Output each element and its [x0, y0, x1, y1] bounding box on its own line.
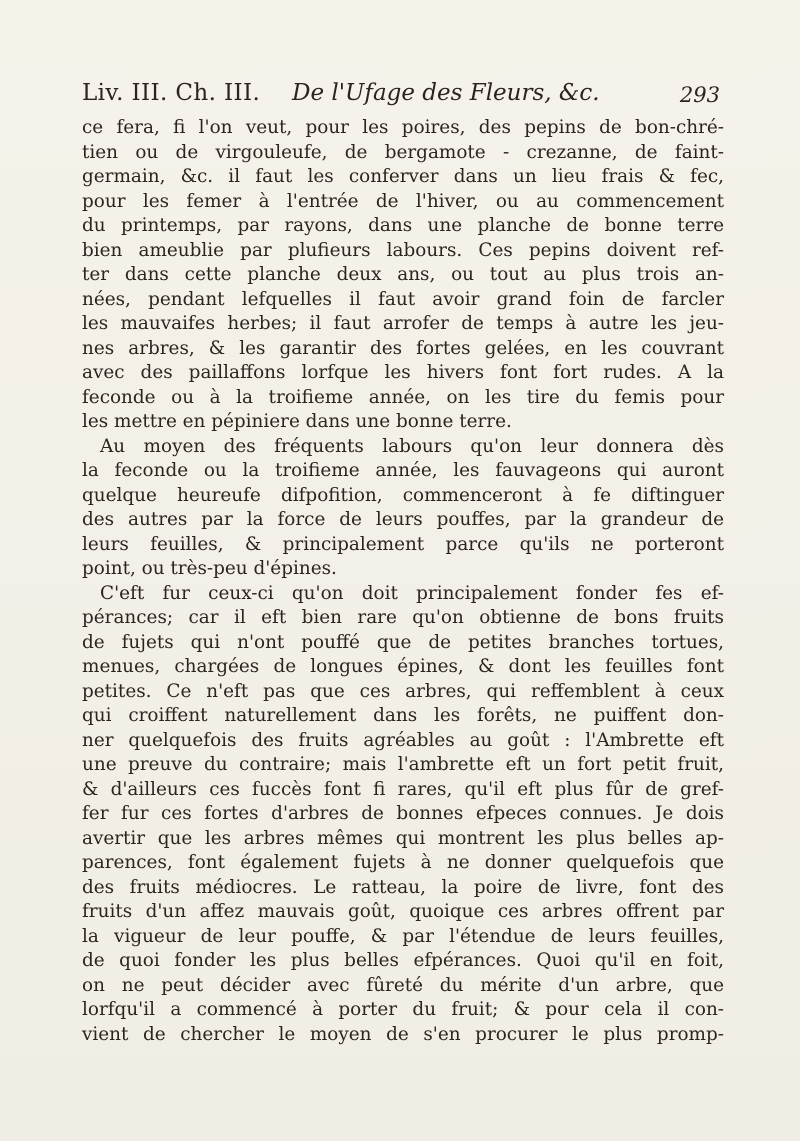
text-line: fruits d'un affez mauvais goût, quoique ces arbres offrent par [82, 901, 724, 922]
text-line: la feconde ou la troifieme année, les fauvageons qui auront [82, 460, 724, 481]
text-line: menues, chargées de longues épines, & dont les feuilles font [82, 656, 724, 677]
text-line: nées, pendant lefquelles il faut avoir grand foin de farcler [82, 288, 724, 310]
text-line: ner quelquefois des fruits agréables au goût : l'Ambrette eft [82, 729, 724, 751]
text-line: du printemps, par rayons, dans une planche de bonne terre [82, 215, 724, 236]
text-line: de fujets qui n'ont pouffé que de petites branches tortues, [82, 631, 724, 653]
text-line: vient de chercher le moyen de s'en procurer le plus promp- [82, 1023, 724, 1045]
text-line: nes arbres, & les garantir des fortes gelées, en les couvrant [82, 337, 724, 359]
text-line: point, ou très-peu d'épines. [82, 558, 337, 579]
text-line: Au moyen des fréquents labours qu'on leur donnera dès [100, 435, 724, 457]
text-line: leurs feuilles, & principalement parce qu'ils ne porteront [82, 533, 724, 555]
text-line: qui croiffent naturellement dans les forêts, ne puiffent don- [82, 705, 724, 726]
text-line: avec des paillaffons lorfque les hivers font fort rudes. A la [82, 362, 724, 383]
text-line: ce fera, fi l'on veut, pour les poires, des pepins de bon-chré- [82, 117, 724, 138]
text-line: la vigueur de leur pouffe, & par l'étendue de leurs feuilles, [82, 925, 724, 947]
text-line: fer fur ces fortes d'arbres de bonnes efpeces connues. Je dois [82, 803, 724, 824]
text-line: avertir que les arbres mêmes qui montrent les plus belles ap- [82, 827, 724, 849]
text-line: C'eft fur ceux-ci qu'on doit principalement fonder fes ef- [100, 582, 724, 604]
text-line: lorfqu'il a commencé à porter du fruit; & pour cela il con- [82, 999, 724, 1020]
text-line: germain, &c. il faut les conferver dans un lieu frais & fec, [82, 166, 724, 187]
text-line: pour les femer à l'entrée de l'hiver, ou au commencement [82, 190, 724, 212]
paragraph [82, 582, 724, 1048]
page-number: 293 [679, 83, 720, 107]
text-line: parences, font également fujets à ne donner quelquefois que [82, 852, 724, 873]
text-line: petites. Ce n'eft pas que ces arbres, qui reffemblent à ceux [82, 680, 724, 702]
text-line: une preuve du contraire; mais l'ambrette eft un fort petit fruit, [82, 754, 724, 775]
text-line: des autres par la force de leurs pouffes, par la grandeur de [82, 509, 724, 530]
text-line: ter dans cette planche deux ans, ou tout au plus trois an- [82, 264, 724, 285]
text-line: de quoi fonder les plus belles efpérances. Quoi qu'il en foit, [82, 950, 724, 971]
text-line: des fruits médiocres. Le ratteau, la poire de livre, font des [82, 876, 724, 898]
text-line: feconde ou à la troifieme année, on les tire du femis pour [82, 386, 724, 408]
text-line: les mettre en pépiniere dans une bonne terre. [82, 411, 512, 432]
text-line: quelque heureufe difpofition, commenceront à fe diftinguer [82, 484, 724, 506]
text-line: pérances; car il eft bien rare qu'on obtienne de bons fruits [82, 607, 724, 628]
body-text [82, 116, 724, 1047]
running-head-section: Liv. III. Ch. III. [82, 80, 261, 106]
text-line: on ne peut décider avec fûreté du mérite d'un arbre, que [82, 974, 724, 996]
running-head-title: De l'Ufage des Fleurs, &c. [292, 80, 600, 106]
paragraph [82, 435, 724, 582]
paragraph [82, 116, 724, 435]
running-head [82, 80, 722, 114]
text-line: les mauvaifes herbes; il faut arrofer de temps à autre les jeu- [82, 313, 724, 334]
text-line: tien ou de virgouleufe, de bergamote - crezanne, de faint- [82, 141, 724, 163]
text-line: & d'ailleurs ces fuccès font fi rares, qu'il eft plus fûr de gref- [82, 778, 724, 800]
text-line: bien ameublie par plufieurs labours. Ces pepins doivent ref- [82, 239, 724, 261]
